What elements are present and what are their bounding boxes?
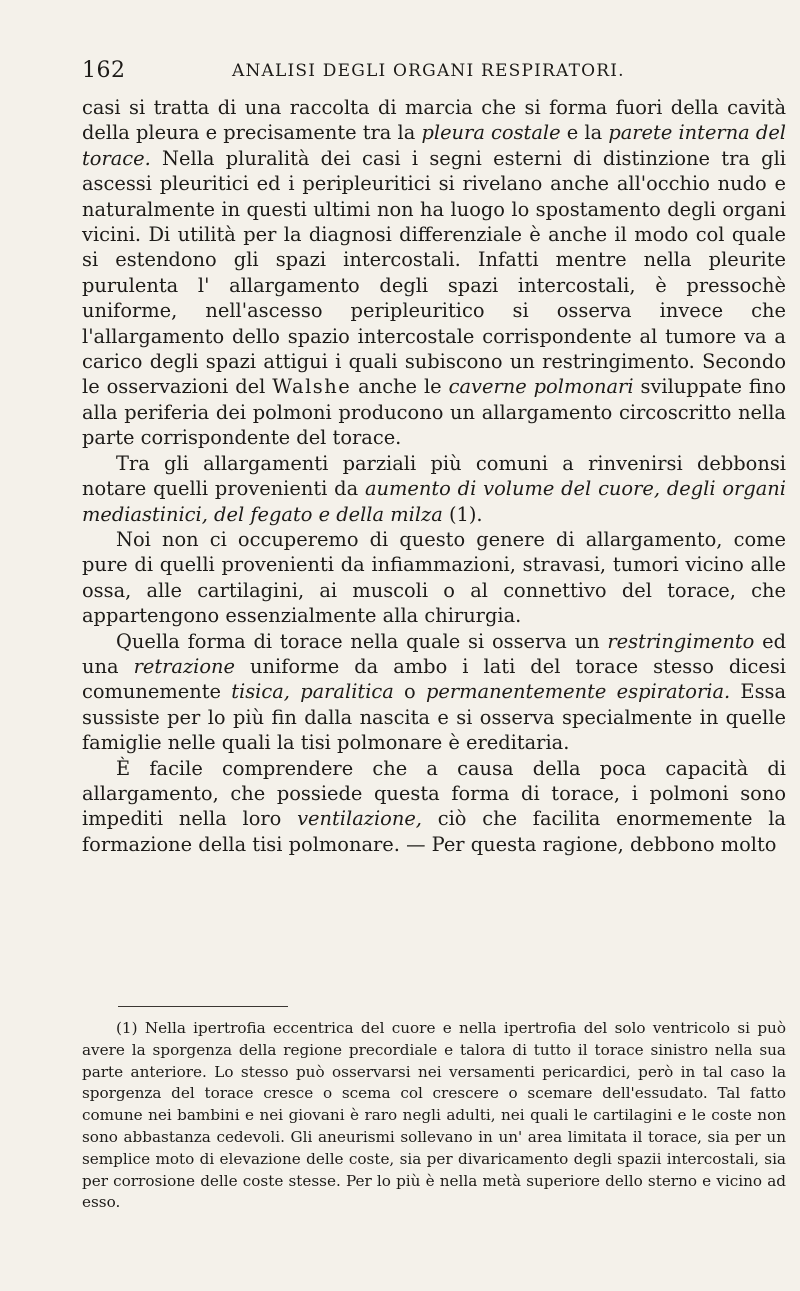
text-run: ciò che facilita enormemente la formazione della tisi polmonare. — Per questa ragione, debbono molto <box>82 807 786 856</box>
text-run: ed una <box>82 629 786 678</box>
italic-term: permanentemente espiratoria. <box>425 680 731 704</box>
italic-term: aumento di volume del cuore, degli organi mediastinici, del fegato e della milza <box>82 477 786 526</box>
text-run: Tra gli allargamenti parziali più comuni a rinvenirsi debbonsi notare quelli provenienti da <box>82 451 786 501</box>
page-number: 162 <box>82 58 126 83</box>
footnote-reference: (1). <box>442 502 483 526</box>
paragraph-2 <box>82 451 786 527</box>
paragraph-3 <box>82 527 786 629</box>
text-run: anche le <box>351 375 449 399</box>
italic-term: restringimento <box>607 629 755 653</box>
text-run: uniforme da ambo i lati del torace stesso dicesi comunemente <box>82 654 787 704</box>
italic-term: tisica, paralitica <box>231 680 394 704</box>
text-run: casi si tratta di una raccolta di marcia che si forma fuori della cavità della pleura e precisamente tra la <box>82 96 786 145</box>
paragraph-1 <box>82 95 786 451</box>
page-header <box>82 58 782 88</box>
text-run: È facile comprendere che a causa della poca capacità di allargamento, che possiede questa forma di torace, i polmoni sono impediti nella loro <box>82 756 786 831</box>
text-run: e la <box>560 121 609 145</box>
footnote-divider <box>118 1006 288 1007</box>
text-run: Nella pluralità dei casi i segni esterni di distinzione tra gli ascessi pleuritici ed i peripleuritici si rivelano anche all'occhio nudo e naturalmente in questi ultimi non ha luogo lo spostamento degli organi vicini. Di utilità per la diagnosi differenziale è anche il modo col quale si estendono gli spazi intercostali. Infatti mentre nella pleurite purulenta l' allargamento degli spazi intercostali, è pressochè uniforme, nell'ascesso peripleuritico si osserva invece che l'allargamento dello spazio intercostale corrispondente al tumore va a carico degli spazi attigui i quali subiscono un restringimento. Secondo le osservazioni del <box>82 146 786 399</box>
text-run: o <box>393 680 426 704</box>
author-name: Walshe <box>272 375 352 399</box>
paragraph-5 <box>82 756 786 858</box>
italic-term: ventilazione, <box>297 807 422 831</box>
running-head: ANALISI DEGLI ORGANI RESPIRATORI. <box>232 61 625 81</box>
body-text <box>82 95 786 857</box>
paragraph-4 <box>82 629 786 756</box>
text-run: Quella forma di torace nella quale si osserva un <box>116 629 608 653</box>
footnote-text: (1) Nella ipertrofia eccentrica del cuore e nella ipertrofia del solo ventricolo si può avere la sporgenza della regione precordiale e talora di tutto il torace sinistro nella sua parte anteriore. Lo stesso può osservarsi nei versamenti pericardici, però in tal caso la sporgenza del torace cresce o scema col crescere o scemare dell'essudato. Tal fatto comune nei bambini e nei giovani è raro negli adulti, nei quali le cartilagini e le coste non sono abbastanza cedevoli. Gli aneurismi sollevano in un' area limitata il torace, sia per un semplice moto di elevazione delle coste, sia per divaricamento degli spazii intercostali, sia per corrosione delle coste stesse. Per lo più è nella metà superiore dello sterno e vicino ad esso. <box>82 1019 786 1212</box>
text-run: Noi non ci occuperemo di questo genere di allargamento, come pure di quelli provenienti da infiammazioni, stravasi, tumori vicino alle ossa, alle cartilagini, ai muscoli o al connettivo del torace, che appartengono essenzialmente alla chirurgia. <box>82 527 786 628</box>
text-run: Essa sussiste per lo più fin dalla nascita e si osserva specialmente in quelle famiglie nelle quali la tisi polmonare è ereditaria. <box>82 680 787 755</box>
italic-term: pleura costale <box>421 121 561 145</box>
italic-term: parete interna del torace. <box>82 121 786 170</box>
text-run: sviluppate fino alla periferia dei polmoni producono un allargamento circoscritto nella parte corrispondente del torace. <box>82 375 786 450</box>
footnote <box>82 1018 786 1214</box>
italic-term: retrazione <box>133 654 236 678</box>
italic-term: caverne polmonari <box>448 375 634 399</box>
